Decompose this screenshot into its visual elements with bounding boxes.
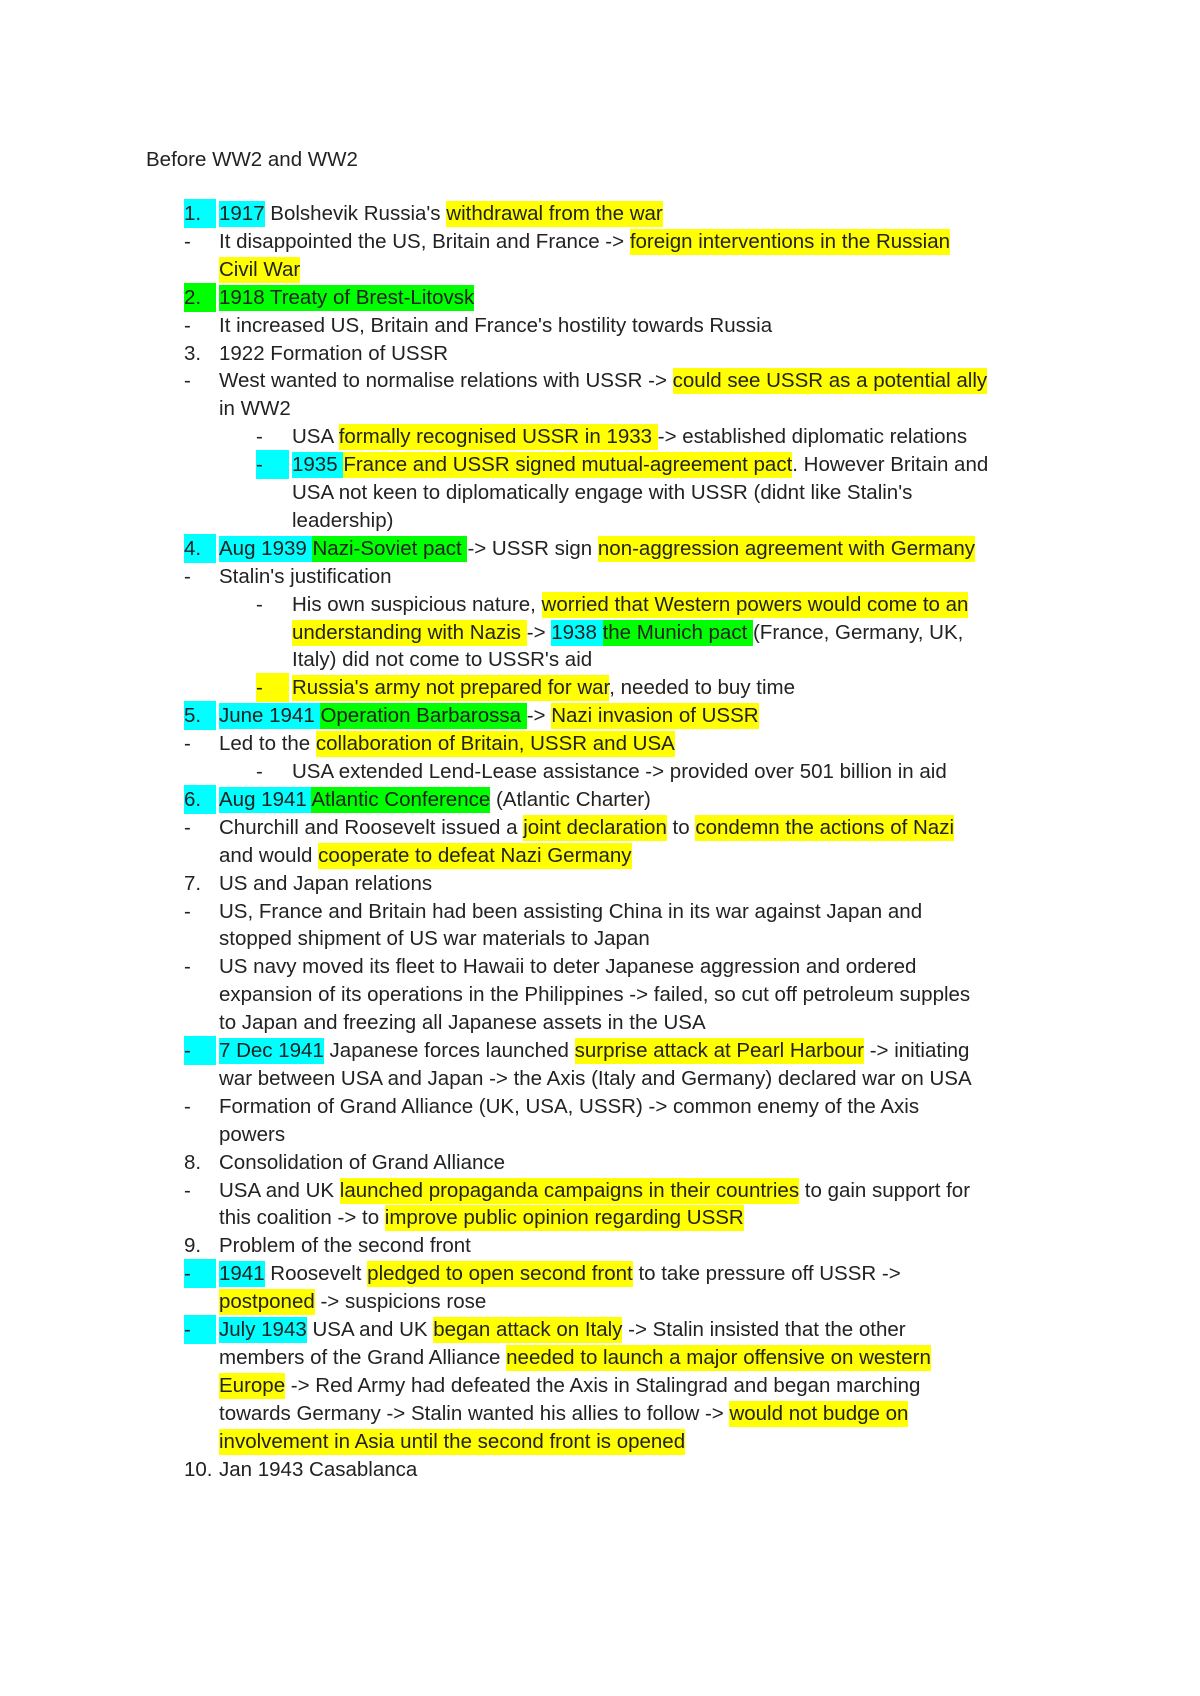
note-line: [0, 562, 1200, 591]
highlighted-text: could see USSR as a potential ally: [672, 369, 988, 393]
highlighted-text: postponed: [219, 1290, 315, 1314]
highlighted-text: improve public opinion regarding USSR: [384, 1206, 744, 1230]
text-run: towards Germany -> Stalin wanted his allies to follow ->: [219, 1401, 730, 1425]
line-text: [219, 1259, 901, 1288]
highlighted-text: joint declaration: [523, 815, 667, 839]
text-run: USA and UK: [219, 1178, 340, 1202]
text-run: -> Red Army had defeated the Axis in Stalingrad and began marching: [285, 1373, 921, 1397]
text-run: Jan 1943 Casablanca: [219, 1457, 418, 1481]
line-text: [219, 562, 392, 591]
note-line: [0, 339, 1200, 368]
line-text: [292, 450, 988, 479]
text-run: war between USA and Japan -> the Axis (Italy and Germany) declared war on USA: [219, 1066, 972, 1090]
text-run: Problem of the second front: [219, 1234, 471, 1258]
highlighted-text: Nazi-Soviet pact: [312, 536, 468, 560]
highlighted-text: France and USSR signed mutual-agreement pact: [343, 453, 793, 477]
highlighted-text: formally recognised USSR in 1933: [338, 425, 658, 449]
line-text: [219, 1176, 970, 1205]
text-run: this coalition -> to: [219, 1206, 385, 1230]
text-run: in WW2: [219, 397, 291, 421]
note-line: [0, 506, 1200, 535]
text-run: members of the Grand Alliance: [219, 1345, 507, 1369]
highlighted-text: understanding with Nazis: [292, 620, 527, 644]
note-line: [0, 1203, 1200, 1232]
line-text: [219, 1008, 706, 1037]
bullet-dash: -: [184, 564, 191, 588]
line-text: [219, 980, 970, 1009]
note-line: [0, 1399, 1200, 1428]
note-line: [0, 590, 1200, 619]
highlighted-text: June 1941: [219, 704, 321, 728]
note-line: [0, 785, 1200, 814]
text-run: USA and UK: [306, 1318, 434, 1341]
highlighted-text: cooperate to defeat Nazi Germany: [318, 843, 632, 867]
note-line: [0, 394, 1200, 423]
text-run: It disappointed the US, Britain and France ->: [219, 229, 630, 253]
bullet-dash: -: [256, 425, 263, 449]
highlighted-text: foreign interventions in the Russian: [629, 229, 951, 253]
highlighted-text: Nazi invasion of USSR: [551, 704, 759, 728]
bullet-dash: -: [184, 955, 191, 979]
highlighted-text: pledged to open second front: [367, 1262, 633, 1286]
note-line: [0, 618, 1200, 647]
text-run: US and Japan relations: [219, 871, 433, 895]
line-text: [292, 645, 592, 674]
bullet-dash: -: [184, 229, 191, 253]
bullet-dash: -: [184, 313, 191, 337]
list-number: 8.: [184, 1150, 202, 1174]
note-line: [0, 813, 1200, 842]
note-line: [0, 1455, 1200, 1484]
text-run: (France, Germany, UK,: [752, 620, 964, 644]
bullet-dash: -: [184, 732, 191, 756]
line-text: [219, 1036, 969, 1065]
text-run: 1922 Formation of USSR: [219, 341, 449, 365]
text-run: expansion of its operations in the Philippines -> failed, so cut off petroleum supples: [219, 983, 971, 1007]
note-line: [0, 1287, 1200, 1316]
line-text: [219, 283, 474, 312]
line-text: [292, 506, 393, 535]
note-line: [0, 1008, 1200, 1037]
note-line: [0, 1148, 1200, 1177]
highlighted-text: launched propaganda campaigns in their countries: [339, 1178, 800, 1202]
highlighted-text: collaboration of Britain, USSR and USA: [315, 732, 675, 756]
list-number: 4.: [184, 534, 216, 563]
text-run: His own suspicious nature,: [292, 592, 542, 616]
line-text: [219, 785, 651, 814]
text-run: powers: [219, 1122, 286, 1146]
highlighted-text: the Munich pact: [602, 620, 753, 644]
line-text: [219, 1064, 972, 1093]
note-line: [0, 1371, 1200, 1400]
note-line: [0, 980, 1200, 1009]
highlighted-text: involvement in Asia until the second front is opened: [219, 1429, 686, 1453]
highlighted-text: 1941: [219, 1262, 265, 1286]
highlighted-text: withdrawal from the war: [446, 202, 663, 225]
page-title: Before WW2 and WW2: [146, 148, 358, 171]
note-line: [0, 869, 1200, 898]
text-run: USA: [292, 425, 339, 449]
line-text: [219, 199, 663, 228]
text-run: -> initiating: [864, 1039, 970, 1062]
highlighted-text: non-aggression agreement with Germany: [597, 536, 976, 560]
line-text: [219, 1203, 744, 1232]
note-line: [0, 1176, 1200, 1205]
bullet-dash: -: [184, 369, 191, 393]
note-line: [0, 283, 1200, 312]
note-line: [0, 366, 1200, 395]
text-run: USA extended Lend-Lease assistance -> provided over 501 billion in aid: [292, 760, 947, 783]
highlighted-text: 1938: [551, 620, 603, 644]
note-line: [0, 924, 1200, 953]
highlighted-text: needed to launch a major offensive on western: [506, 1345, 931, 1369]
bullet-dash: -: [256, 673, 289, 702]
highlighted-text: condemn the actions of Nazi: [695, 815, 955, 839]
text-run: US, France and Britain had been assisting China in its war against Japan and: [219, 899, 923, 923]
text-run: ->: [526, 620, 552, 644]
note-line: [0, 729, 1200, 758]
highlighted-text: would not budge on: [729, 1401, 909, 1425]
text-run: and would: [219, 843, 319, 867]
highlighted-text: 1918 Treaty of Brest-Litovsk: [219, 285, 475, 309]
bullet-dash: -: [184, 1178, 191, 1202]
line-text: [219, 1315, 906, 1344]
line-text: [219, 1120, 285, 1149]
list-number: 2.: [184, 283, 216, 312]
line-text: [219, 1148, 505, 1177]
text-run: US navy moved its fleet to Hawaii to deter Japanese aggression and ordered: [219, 955, 917, 979]
text-run: ->: [526, 704, 552, 728]
text-run: -> Stalin insisted that the other: [622, 1318, 906, 1341]
list-number: 1.: [184, 199, 216, 228]
note-line: [0, 673, 1200, 702]
bullet-dash: -: [256, 450, 289, 479]
line-text: [219, 1455, 417, 1484]
note-line: [0, 227, 1200, 256]
text-run: Italy) did not come to USSR's aid: [292, 648, 593, 672]
line-text: [219, 1399, 908, 1428]
bullet-dash: -: [184, 1315, 216, 1344]
note-line: [0, 701, 1200, 730]
line-text: [219, 394, 291, 423]
text-run: Churchill and Roosevelt issued a: [219, 815, 524, 839]
bullet-dash: -: [184, 899, 191, 923]
note-line: [0, 757, 1200, 786]
text-run: USA not keen to diplomatically engage with USSR (didnt like Stalin's: [292, 481, 913, 504]
line-text: [219, 227, 950, 256]
line-text: [219, 897, 922, 926]
text-run: (Atlantic Charter): [490, 787, 651, 811]
text-run: stopped shipment of US war materials to Japan: [219, 927, 650, 951]
line-text: [292, 757, 947, 786]
line-text: [219, 1092, 919, 1121]
text-run: -> established diplomatic relations: [657, 425, 968, 449]
list-number: 6.: [184, 785, 216, 814]
line-text: [219, 255, 300, 284]
text-run: It increased US, Britain and France's hostility towards Russia: [219, 313, 773, 337]
line-text: [219, 813, 954, 842]
highlighted-text: surprise attack at Pearl Harbour: [574, 1039, 864, 1062]
note-line: [0, 645, 1200, 674]
highlighted-text: Operation Barbarossa: [320, 704, 527, 728]
text-run: Bolshevik Russia's: [264, 202, 447, 225]
text-run: to: [666, 815, 696, 839]
note-line: [0, 1064, 1200, 1093]
line-text: [219, 952, 916, 981]
line-text: [292, 618, 963, 647]
note-line: [0, 952, 1200, 981]
text-run: Consolidation of Grand Alliance: [219, 1150, 506, 1174]
line-text: [219, 339, 448, 368]
note-line: [0, 1036, 1200, 1065]
note-line: [0, 1092, 1200, 1121]
note-line: [0, 422, 1200, 451]
highlighted-text: Civil War: [219, 257, 301, 281]
line-text: [219, 1371, 920, 1400]
highlighted-text: July 1943: [219, 1318, 307, 1341]
text-run: , needed to buy time: [609, 676, 796, 700]
note-line: [0, 1343, 1200, 1372]
text-run: Formation of Grand Alliance (UK, USA, USSR) -> common enemy of the Axis: [219, 1094, 920, 1118]
line-text: [219, 311, 772, 340]
text-run: to take pressure off USSR ->: [632, 1262, 901, 1286]
note-line: [0, 841, 1200, 870]
highlighted-text: 1935: [292, 453, 344, 477]
line-text: [292, 478, 912, 507]
highlighted-text: Europe: [219, 1373, 286, 1397]
highlighted-text: 1917: [219, 202, 265, 225]
text-run: Japanese forces launched: [323, 1039, 575, 1062]
list-number: 3.: [184, 341, 202, 365]
line-text: [219, 1231, 471, 1260]
note-line: [0, 255, 1200, 284]
highlighted-text: Aug 1941: [219, 787, 312, 811]
list-number: 10.: [184, 1457, 213, 1481]
line-text: [292, 422, 967, 451]
note-line: [0, 199, 1200, 228]
text-run: Roosevelt: [264, 1262, 368, 1286]
line-text: [219, 534, 975, 563]
highlighted-text: Atlantic Conference: [311, 787, 491, 811]
text-run: Stalin's justification: [219, 564, 392, 588]
line-text: [219, 1343, 931, 1372]
note-line: [0, 311, 1200, 340]
line-text: [219, 366, 987, 395]
line-text: [219, 701, 759, 730]
text-run: Led to the: [219, 732, 316, 756]
highlighted-text: Russia's army not prepared for war: [292, 676, 610, 700]
text-run: -> USSR sign: [467, 536, 598, 560]
note-line: [0, 1427, 1200, 1456]
bullet-dash: -: [184, 1259, 216, 1288]
line-text: [219, 841, 632, 870]
note-line: [0, 897, 1200, 926]
note-line: [0, 1315, 1200, 1344]
list-number: 7.: [184, 871, 202, 895]
bullet-dash: -: [256, 760, 263, 783]
note-line: [0, 1259, 1200, 1288]
line-text: [219, 924, 650, 953]
note-line: [0, 534, 1200, 563]
text-run: -> suspicions rose: [314, 1290, 487, 1314]
highlighted-text: worried that Western powers would come to an: [541, 592, 969, 616]
line-text: [219, 1427, 685, 1456]
text-run: . However Britain and: [792, 453, 989, 477]
list-number: 5.: [184, 701, 216, 730]
line-text: [292, 673, 795, 702]
note-line: [0, 1120, 1200, 1149]
note-line: [0, 1231, 1200, 1260]
text-run: to gain support for: [799, 1178, 971, 1202]
text-run: to Japan and freezing all Japanese assets in the USA: [219, 1011, 706, 1035]
bullet-dash: -: [184, 815, 191, 839]
bullet-dash: -: [184, 1094, 191, 1118]
bullet-dash: -: [184, 1036, 216, 1065]
text-run: West wanted to normalise relations with USSR ->: [219, 369, 673, 393]
line-text: [219, 1287, 486, 1316]
list-number: 9.: [184, 1234, 202, 1258]
bullet-dash: -: [256, 592, 263, 616]
highlighted-text: Aug 1939: [219, 536, 313, 560]
note-line: [0, 450, 1200, 479]
highlighted-text: began attack on Italy: [433, 1318, 623, 1341]
note-line: [0, 478, 1200, 507]
line-text: [219, 869, 432, 898]
highlighted-text: 7 Dec 1941: [219, 1039, 324, 1062]
text-run: leadership): [292, 508, 394, 532]
line-text: [219, 729, 675, 758]
line-text: [292, 590, 968, 619]
